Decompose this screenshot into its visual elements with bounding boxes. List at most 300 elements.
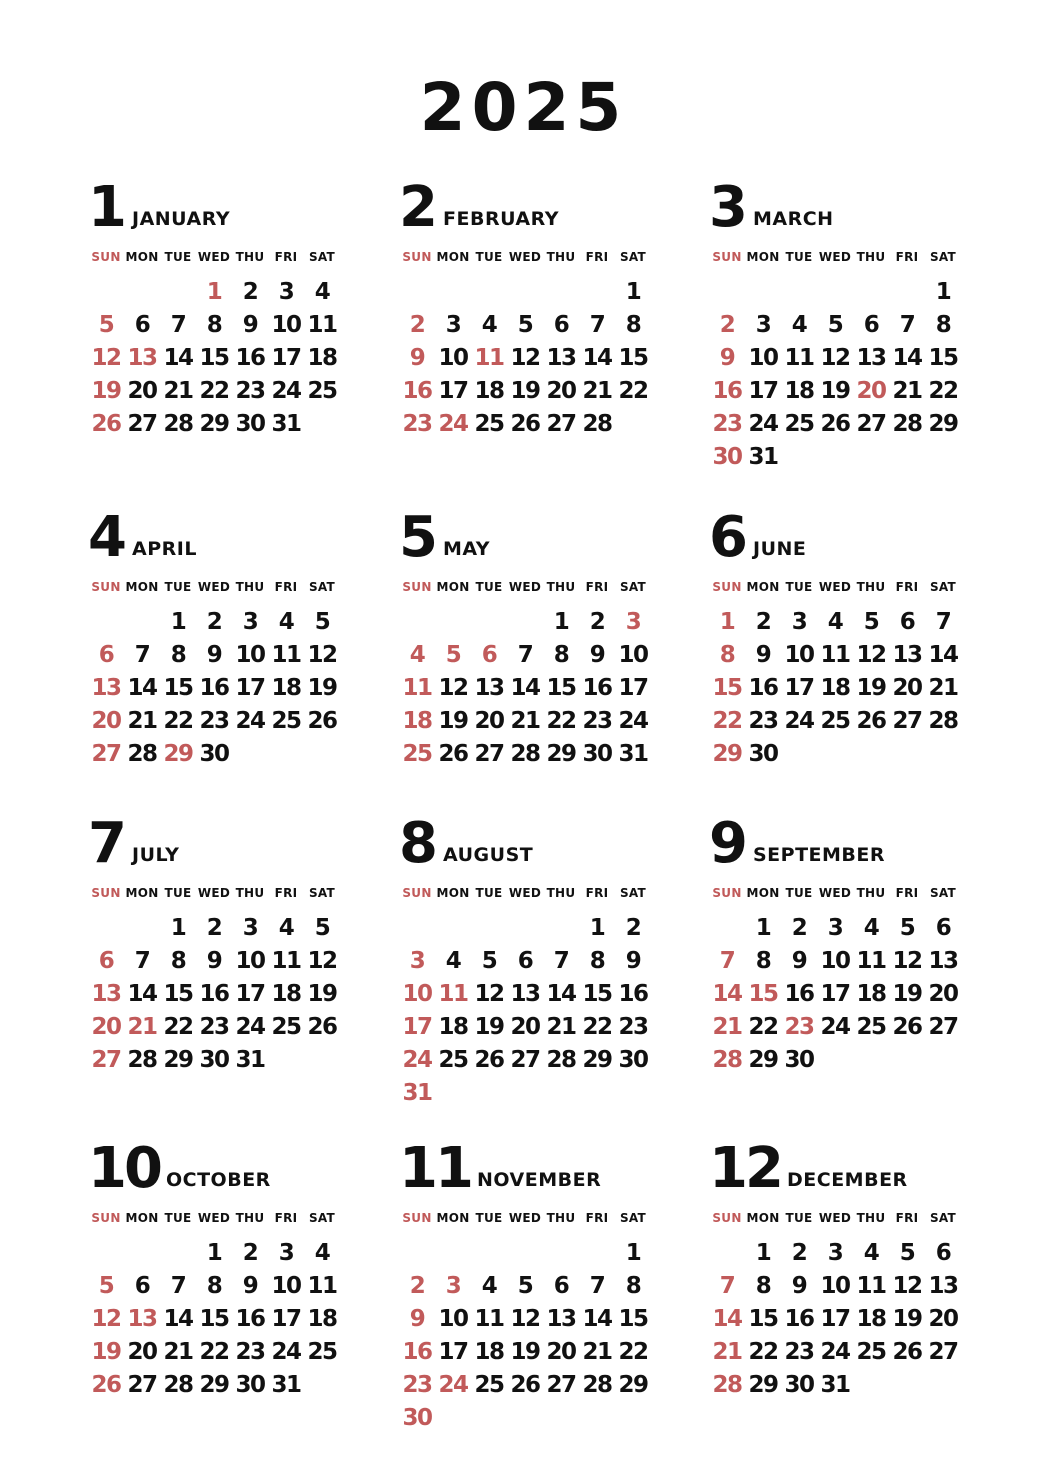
day-cell: 30 — [784, 1372, 814, 1398]
day-cell: 8 — [206, 1273, 222, 1299]
day-cell: 19 — [91, 378, 121, 404]
weekday-label: FRI — [274, 1211, 298, 1225]
week-row — [88, 276, 348, 309]
empty-day-cell — [579, 1077, 615, 1110]
day-cell: 19 — [510, 378, 540, 404]
day-cell: 28 — [163, 1372, 193, 1398]
day-cell: 10 — [618, 642, 648, 668]
weekday-label: SUN — [91, 886, 121, 900]
day-cell: 5 — [517, 312, 533, 338]
day-cell: 27 — [91, 741, 121, 767]
weekday-label: MON — [436, 1211, 470, 1225]
weeks — [399, 276, 659, 441]
day-cell: 5 — [445, 642, 461, 668]
day-cell: 20 — [856, 378, 886, 404]
day-cell: 14 — [928, 642, 958, 668]
weekday-header — [399, 248, 659, 266]
day-cell: 4 — [278, 915, 294, 941]
weekday-label: WED — [508, 886, 542, 900]
empty-day-cell — [124, 606, 160, 639]
empty-day-cell — [615, 1402, 651, 1435]
day-cell: 6 — [935, 1240, 951, 1266]
day-cell: 24 — [820, 1014, 850, 1040]
day-cell: 4 — [481, 312, 497, 338]
day-cell: 20 — [928, 981, 958, 1007]
day-cell: 10 — [438, 345, 468, 371]
day-cell: 1 — [170, 609, 186, 635]
day-cell: 2 — [409, 312, 425, 338]
weekday-label: TUE — [164, 580, 192, 594]
day-cell: 22 — [748, 1014, 778, 1040]
day-cell: 13 — [928, 948, 958, 974]
weekday-label: MON — [125, 1211, 159, 1225]
day-cell: 1 — [206, 1240, 222, 1266]
day-cell: 3 — [445, 1273, 461, 1299]
empty-day-cell — [507, 276, 543, 309]
month-block-december — [709, 1137, 969, 1402]
month-header — [88, 506, 348, 570]
week-row — [88, 342, 348, 375]
empty-day-cell — [507, 1402, 543, 1435]
weekday-header — [88, 248, 348, 266]
day-cell: 17 — [438, 378, 468, 404]
day-cell: 29 — [582, 1047, 612, 1073]
month-header — [709, 176, 969, 240]
day-cell: 15 — [748, 1306, 778, 1332]
empty-day-cell — [853, 1369, 889, 1402]
weekday-label: FRI — [895, 886, 919, 900]
weekday-label: SUN — [402, 886, 432, 900]
day-cell: 19 — [820, 378, 850, 404]
empty-day-cell — [507, 1077, 543, 1110]
weekday-label: WED — [818, 1211, 852, 1225]
month-number: 10 — [88, 1136, 160, 1201]
day-cell: 30 — [784, 1047, 814, 1073]
weekday-label: FRI — [585, 886, 609, 900]
day-cell: 31 — [271, 411, 301, 437]
week-row — [88, 672, 348, 705]
week-row — [399, 1077, 659, 1110]
day-cell: 13 — [510, 981, 540, 1007]
week-row — [709, 441, 969, 474]
day-cell: 23 — [618, 1014, 648, 1040]
weekday-label: FRI — [274, 580, 298, 594]
day-cell: 9 — [625, 948, 641, 974]
day-cell: 12 — [91, 1306, 121, 1332]
week-row — [88, 606, 348, 639]
day-cell: 16 — [402, 1339, 432, 1365]
day-cell: 13 — [928, 1273, 958, 1299]
day-cell: 19 — [892, 1306, 922, 1332]
weekday-label: MON — [436, 250, 470, 264]
day-cell: 29 — [748, 1372, 778, 1398]
week-row — [88, 945, 348, 978]
day-cell: 16 — [235, 1306, 265, 1332]
weekday-label: MON — [746, 886, 780, 900]
week-row — [88, 1044, 348, 1077]
day-cell: 18 — [271, 675, 301, 701]
day-cell: 28 — [582, 1372, 612, 1398]
day-cell: 11 — [474, 345, 504, 371]
month-block-october — [88, 1137, 348, 1402]
day-cell: 18 — [856, 981, 886, 1007]
week-row — [88, 375, 348, 408]
weekday-label: SAT — [308, 250, 336, 264]
weekday-label: TUE — [785, 580, 813, 594]
month-number: 5 — [399, 505, 435, 570]
week-row — [88, 639, 348, 672]
day-cell: 14 — [163, 345, 193, 371]
weekday-label: THU — [235, 1211, 265, 1225]
day-cell: 19 — [438, 708, 468, 734]
day-cell: 7 — [553, 948, 569, 974]
day-cell: 9 — [206, 642, 222, 668]
day-cell: 26 — [892, 1339, 922, 1365]
day-cell: 16 — [784, 1306, 814, 1332]
empty-day-cell — [709, 276, 745, 309]
empty-day-cell — [124, 276, 160, 309]
day-cell: 20 — [510, 1014, 540, 1040]
weekday-label: TUE — [785, 250, 813, 264]
empty-day-cell — [471, 276, 507, 309]
empty-day-cell — [399, 606, 435, 639]
day-cell: 9 — [242, 312, 258, 338]
weeks — [88, 606, 348, 771]
day-cell: 7 — [134, 948, 150, 974]
day-cell: 3 — [278, 279, 294, 305]
day-cell: 12 — [856, 642, 886, 668]
weekday-label: WED — [197, 886, 231, 900]
day-cell: 12 — [307, 642, 337, 668]
day-cell: 20 — [892, 675, 922, 701]
day-cell: 2 — [625, 915, 641, 941]
day-cell: 12 — [307, 948, 337, 974]
day-cell: 20 — [546, 378, 576, 404]
day-cell: 4 — [445, 948, 461, 974]
day-cell: 6 — [935, 915, 951, 941]
day-cell: 13 — [127, 1306, 157, 1332]
day-cell: 25 — [271, 1014, 301, 1040]
empty-day-cell — [88, 606, 124, 639]
day-cell: 9 — [589, 642, 605, 668]
day-cell: 11 — [307, 312, 337, 338]
day-cell: 16 — [199, 675, 229, 701]
weekday-label: WED — [818, 250, 852, 264]
day-cell: 26 — [307, 708, 337, 734]
weeks — [709, 1237, 969, 1402]
weekday-label: SAT — [619, 580, 647, 594]
weekday-label: FRI — [895, 580, 919, 594]
empty-day-cell — [435, 276, 471, 309]
month-number: 7 — [88, 811, 124, 876]
month-block-january — [88, 176, 348, 441]
empty-day-cell — [124, 1237, 160, 1270]
day-cell: 21 — [127, 1014, 157, 1040]
day-cell: 18 — [856, 1306, 886, 1332]
weekday-label: SAT — [929, 886, 957, 900]
weekday-label: FRI — [274, 886, 298, 900]
week-row — [709, 705, 969, 738]
month-number: 4 — [88, 505, 124, 570]
weekday-label: THU — [856, 250, 886, 264]
day-cell: 19 — [474, 1014, 504, 1040]
day-cell: 27 — [474, 741, 504, 767]
weekday-label: FRI — [585, 250, 609, 264]
day-cell: 23 — [235, 378, 265, 404]
day-cell: 1 — [625, 1240, 641, 1266]
day-cell: 24 — [618, 708, 648, 734]
weekday-label: SUN — [712, 580, 742, 594]
day-cell: 22 — [618, 378, 648, 404]
day-cell: 29 — [163, 741, 193, 767]
day-cell: 19 — [510, 1339, 540, 1365]
month-block-august — [399, 812, 659, 1110]
day-cell: 30 — [199, 741, 229, 767]
weekday-label: WED — [818, 580, 852, 594]
day-cell: 6 — [553, 312, 569, 338]
day-cell: 17 — [235, 981, 265, 1007]
day-cell: 9 — [409, 345, 425, 371]
day-cell: 27 — [928, 1339, 958, 1365]
day-cell: 8 — [755, 948, 771, 974]
day-cell: 26 — [474, 1047, 504, 1073]
empty-day-cell — [817, 441, 853, 474]
weekday-label: THU — [546, 1211, 576, 1225]
day-cell: 8 — [719, 642, 735, 668]
day-cell: 21 — [546, 1014, 576, 1040]
day-cell: 22 — [748, 1339, 778, 1365]
week-row — [709, 1011, 969, 1044]
day-cell: 5 — [863, 609, 879, 635]
day-cell: 5 — [98, 312, 114, 338]
day-cell: 3 — [278, 1240, 294, 1266]
month-name: MAY — [443, 538, 491, 560]
day-cell: 11 — [271, 948, 301, 974]
day-cell: 21 — [892, 378, 922, 404]
day-cell: 1 — [170, 915, 186, 941]
day-cell: 23 — [199, 1014, 229, 1040]
empty-day-cell — [709, 1237, 745, 1270]
empty-day-cell — [781, 441, 817, 474]
day-cell: 17 — [748, 378, 778, 404]
day-cell: 24 — [271, 378, 301, 404]
day-cell: 27 — [928, 1014, 958, 1040]
month-name: JANUARY — [132, 208, 231, 230]
day-cell: 6 — [899, 609, 915, 635]
day-cell: 26 — [438, 741, 468, 767]
day-cell: 2 — [589, 609, 605, 635]
weekday-header — [88, 578, 348, 596]
week-row — [709, 978, 969, 1011]
day-cell: 25 — [271, 708, 301, 734]
day-cell: 23 — [582, 708, 612, 734]
weekday-label: SAT — [308, 886, 336, 900]
weekday-label: SAT — [929, 580, 957, 594]
day-cell: 10 — [820, 1273, 850, 1299]
day-cell: 11 — [856, 948, 886, 974]
day-cell: 12 — [892, 1273, 922, 1299]
day-cell: 30 — [582, 741, 612, 767]
weekday-label: MON — [436, 886, 470, 900]
day-cell: 9 — [242, 1273, 258, 1299]
day-cell: 9 — [791, 1273, 807, 1299]
empty-day-cell — [781, 738, 817, 771]
weekday-label: SAT — [929, 250, 957, 264]
day-cell: 4 — [863, 915, 879, 941]
empty-day-cell — [435, 912, 471, 945]
weekday-label: WED — [508, 250, 542, 264]
day-cell: 22 — [582, 1014, 612, 1040]
day-cell: 3 — [625, 609, 641, 635]
day-cell: 3 — [242, 609, 258, 635]
day-cell: 31 — [235, 1047, 265, 1073]
day-cell: 2 — [719, 312, 735, 338]
day-cell: 28 — [582, 411, 612, 437]
day-cell: 6 — [863, 312, 879, 338]
weekday-label: THU — [856, 886, 886, 900]
day-cell: 23 — [199, 708, 229, 734]
week-row — [399, 408, 659, 441]
day-cell: 27 — [91, 1047, 121, 1073]
day-cell: 22 — [163, 708, 193, 734]
empty-day-cell — [88, 276, 124, 309]
day-cell: 2 — [242, 1240, 258, 1266]
day-cell: 31 — [618, 741, 648, 767]
day-cell: 12 — [892, 948, 922, 974]
day-cell: 23 — [784, 1014, 814, 1040]
day-cell: 18 — [438, 1014, 468, 1040]
day-cell: 8 — [170, 948, 186, 974]
day-cell: 13 — [546, 345, 576, 371]
day-cell: 28 — [546, 1047, 576, 1073]
weekday-label: THU — [856, 1211, 886, 1225]
day-cell: 30 — [235, 411, 265, 437]
day-cell: 26 — [856, 708, 886, 734]
week-row — [709, 408, 969, 441]
day-cell: 8 — [935, 312, 951, 338]
weekday-label: SUN — [91, 250, 121, 264]
week-row — [399, 276, 659, 309]
week-row — [88, 978, 348, 1011]
week-row — [709, 606, 969, 639]
weekday-label: SUN — [402, 1211, 432, 1225]
day-cell: 15 — [163, 981, 193, 1007]
empty-day-cell — [435, 1402, 471, 1435]
day-cell: 14 — [712, 1306, 742, 1332]
day-cell: 10 — [438, 1306, 468, 1332]
empty-day-cell — [889, 1369, 925, 1402]
day-cell: 21 — [928, 675, 958, 701]
weekday-label: THU — [856, 580, 886, 594]
week-row — [88, 1237, 348, 1270]
day-cell: 2 — [791, 915, 807, 941]
day-cell: 15 — [618, 345, 648, 371]
day-cell: 26 — [91, 411, 121, 437]
week-row — [399, 375, 659, 408]
day-cell: 19 — [892, 981, 922, 1007]
month-number: 2 — [399, 175, 435, 240]
day-cell: 8 — [206, 312, 222, 338]
empty-day-cell — [304, 408, 340, 441]
weekday-label: TUE — [475, 886, 503, 900]
day-cell: 12 — [510, 345, 540, 371]
day-cell: 1 — [755, 1240, 771, 1266]
empty-day-cell — [399, 1237, 435, 1270]
week-row — [709, 1237, 969, 1270]
weeks — [709, 606, 969, 771]
weekday-label: WED — [508, 580, 542, 594]
week-row — [399, 606, 659, 639]
day-cell: 24 — [235, 708, 265, 734]
day-cell: 15 — [712, 675, 742, 701]
day-cell: 25 — [856, 1014, 886, 1040]
day-cell: 6 — [553, 1273, 569, 1299]
empty-day-cell — [435, 606, 471, 639]
week-row — [709, 1270, 969, 1303]
day-cell: 21 — [510, 708, 540, 734]
day-cell: 26 — [91, 1372, 121, 1398]
empty-day-cell — [543, 912, 579, 945]
week-row — [709, 342, 969, 375]
empty-day-cell — [889, 738, 925, 771]
month-header — [88, 176, 348, 240]
weekday-label: WED — [197, 580, 231, 594]
weekday-label: FRI — [274, 250, 298, 264]
day-cell: 14 — [582, 345, 612, 371]
empty-day-cell — [889, 276, 925, 309]
day-cell: 12 — [91, 345, 121, 371]
day-cell: 26 — [892, 1014, 922, 1040]
day-cell: 7 — [899, 312, 915, 338]
day-cell: 4 — [827, 609, 843, 635]
day-cell: 15 — [618, 1306, 648, 1332]
day-cell: 20 — [91, 708, 121, 734]
week-row — [399, 738, 659, 771]
day-cell: 18 — [271, 981, 301, 1007]
day-cell: 10 — [784, 642, 814, 668]
day-cell: 21 — [127, 708, 157, 734]
day-cell: 22 — [546, 708, 576, 734]
day-cell: 6 — [517, 948, 533, 974]
day-cell: 15 — [748, 981, 778, 1007]
day-cell: 5 — [314, 609, 330, 635]
day-cell: 23 — [784, 1339, 814, 1365]
weekday-label: TUE — [164, 886, 192, 900]
day-cell: 17 — [438, 1339, 468, 1365]
weeks — [88, 1237, 348, 1402]
weekday-label: FRI — [895, 1211, 919, 1225]
weekday-label: SUN — [402, 580, 432, 594]
weekday-header — [88, 1209, 348, 1227]
day-cell: 30 — [199, 1047, 229, 1073]
day-cell: 1 — [935, 279, 951, 305]
day-cell: 15 — [546, 675, 576, 701]
day-cell: 19 — [307, 981, 337, 1007]
month-number: 12 — [709, 1136, 781, 1201]
empty-day-cell — [543, 1402, 579, 1435]
weekday-header — [709, 578, 969, 596]
day-cell: 18 — [820, 675, 850, 701]
day-cell: 13 — [474, 675, 504, 701]
weekday-label: TUE — [475, 250, 503, 264]
month-number: 11 — [399, 1136, 471, 1201]
month-name: DECEMBER — [787, 1169, 908, 1191]
day-cell: 14 — [582, 1306, 612, 1332]
day-cell: 18 — [474, 1339, 504, 1365]
day-cell: 15 — [199, 1306, 229, 1332]
weeks — [399, 606, 659, 771]
day-cell: 25 — [307, 378, 337, 404]
